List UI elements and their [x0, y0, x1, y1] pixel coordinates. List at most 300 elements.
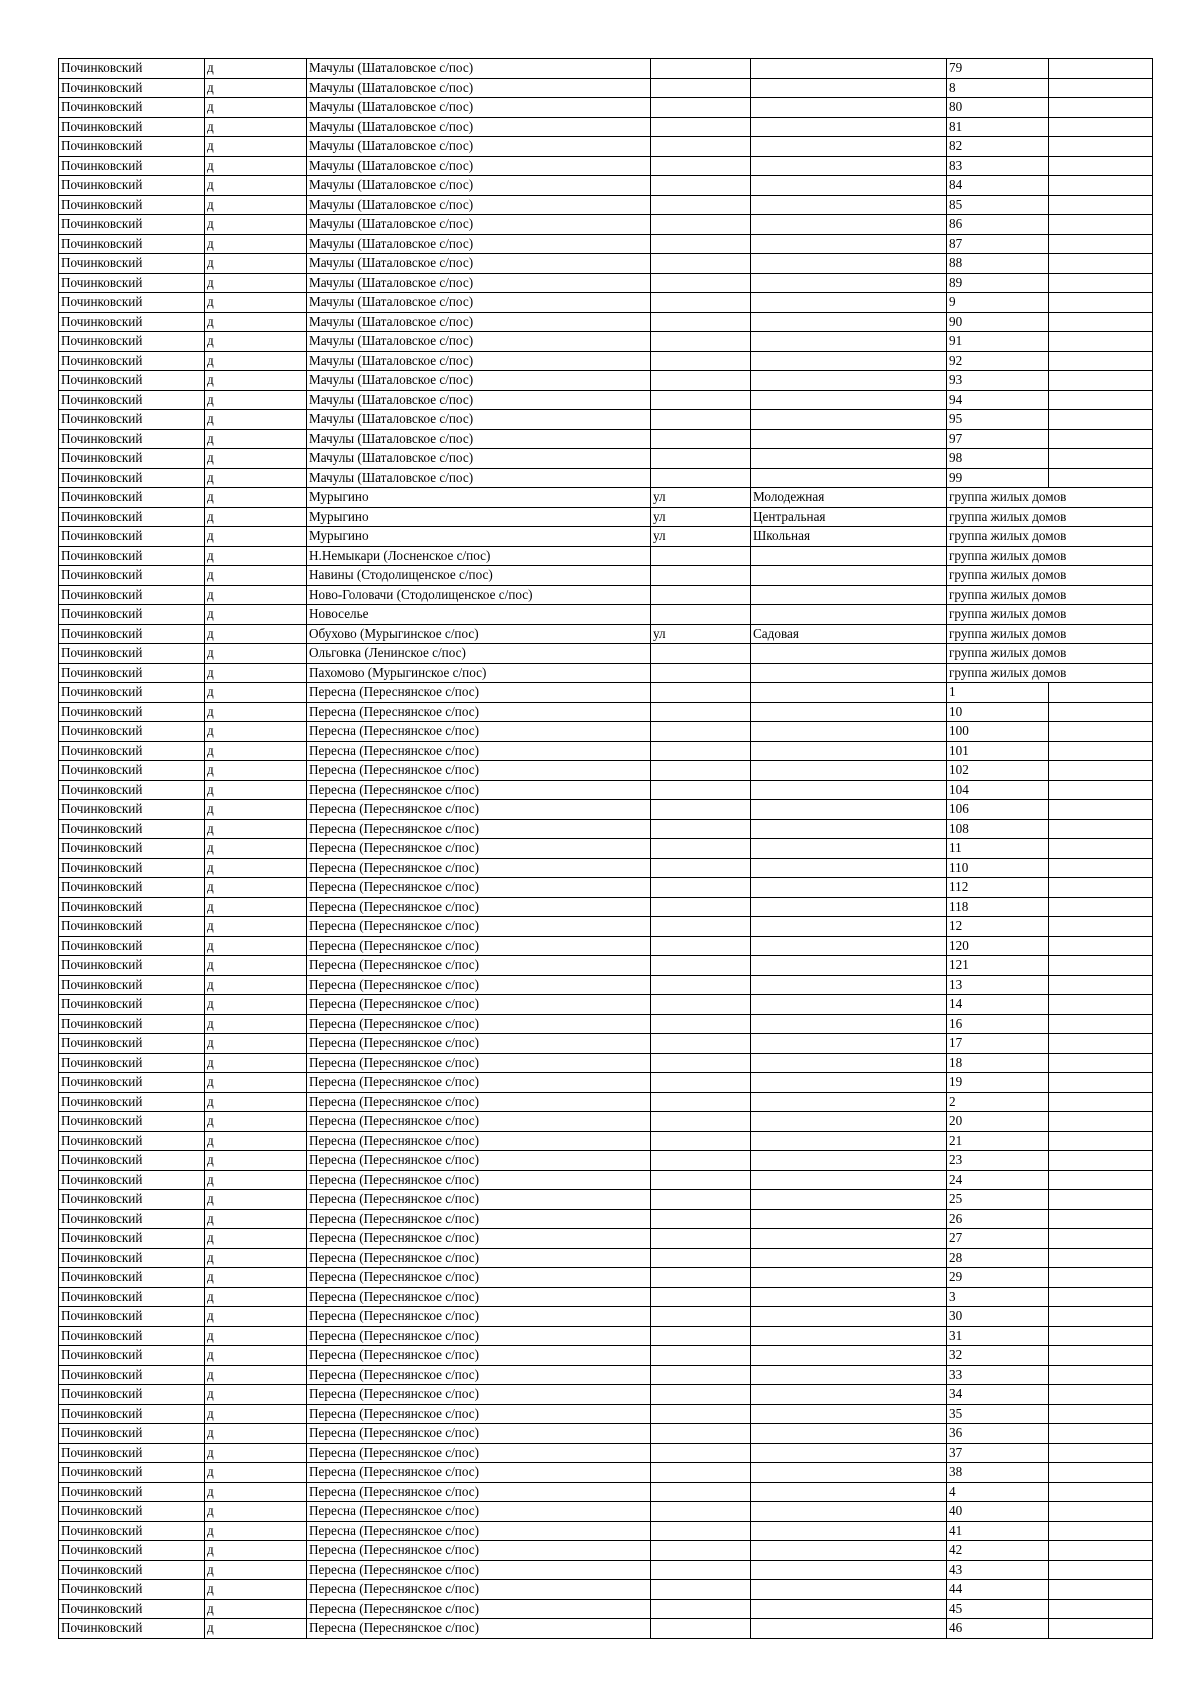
district-cell: Починковский [59, 1092, 205, 1112]
settlement-name-cell: Мурыгино [307, 488, 651, 508]
street-name-cell [751, 273, 947, 293]
settlement-type-cell: д [205, 1229, 307, 1249]
house-cell: 1 [947, 683, 1049, 703]
house-cell: 80 [947, 98, 1049, 118]
settlement-name-cell: Пересна (Переснянское с/пос) [307, 1482, 651, 1502]
settlement-type-cell: д [205, 488, 307, 508]
street-type-cell [651, 1014, 751, 1034]
house-cell: 87 [947, 234, 1049, 254]
extra-cell [1049, 1385, 1153, 1405]
settlement-name-cell: Мачулы (Шаталовское с/пос) [307, 176, 651, 196]
district-cell: Починковский [59, 936, 205, 956]
district-cell: Починковский [59, 488, 205, 508]
extra-cell [1049, 312, 1153, 332]
house-cell: 35 [947, 1404, 1049, 1424]
house-cell: группа жилых домов [947, 527, 1153, 547]
street-type-cell [651, 819, 751, 839]
house-cell: группа жилых домов [947, 624, 1153, 644]
table-row [59, 1502, 1153, 1522]
house-cell: группа жилых домов [947, 585, 1153, 605]
settlement-type-cell: д [205, 351, 307, 371]
settlement-name-cell: Пересна (Переснянское с/пос) [307, 1073, 651, 1093]
settlement-name-cell: Ново-Головачи (Стодолищенское с/пос) [307, 585, 651, 605]
settlement-name-cell: Пересна (Переснянское с/пос) [307, 1268, 651, 1288]
extra-cell [1049, 78, 1153, 98]
house-cell: группа жилых домов [947, 644, 1153, 664]
district-cell: Починковский [59, 1112, 205, 1132]
street-type-cell [651, 215, 751, 235]
house-cell: 14 [947, 995, 1049, 1015]
table-row [59, 1034, 1153, 1054]
street-name-cell [751, 1443, 947, 1463]
street-name-cell: Садовая [751, 624, 947, 644]
table-row [59, 1248, 1153, 1268]
house-cell: 46 [947, 1619, 1049, 1639]
street-type-cell [651, 1307, 751, 1327]
settlement-type-cell: д [205, 546, 307, 566]
table-row [59, 1131, 1153, 1151]
settlement-name-cell: Мурыгино [307, 527, 651, 547]
district-cell: Починковский [59, 995, 205, 1015]
district-cell: Починковский [59, 273, 205, 293]
house-cell: 3 [947, 1287, 1049, 1307]
street-name-cell [751, 683, 947, 703]
settlement-type-cell: д [205, 78, 307, 98]
street-name-cell [751, 722, 947, 742]
street-type-cell [651, 332, 751, 352]
district-cell: Починковский [59, 624, 205, 644]
settlement-name-cell: Пересна (Переснянское с/пос) [307, 702, 651, 722]
table-row [59, 624, 1153, 644]
street-type-cell [651, 351, 751, 371]
street-name-cell [751, 429, 947, 449]
street-name-cell [751, 663, 947, 683]
house-cell: 41 [947, 1521, 1049, 1541]
street-type-cell [651, 1092, 751, 1112]
street-name-cell [751, 1131, 947, 1151]
extra-cell [1049, 858, 1153, 878]
district-cell: Починковский [59, 215, 205, 235]
table-row [59, 1268, 1153, 1288]
house-cell: группа жилых домов [947, 488, 1153, 508]
table-row [59, 858, 1153, 878]
district-cell: Починковский [59, 975, 205, 995]
district-cell: Починковский [59, 1034, 205, 1054]
house-cell: 45 [947, 1599, 1049, 1619]
extra-cell [1049, 1112, 1153, 1132]
extra-cell [1049, 156, 1153, 176]
extra-cell [1049, 429, 1153, 449]
extra-cell [1049, 371, 1153, 391]
table-row [59, 1463, 1153, 1483]
settlement-type-cell: д [205, 1209, 307, 1229]
settlement-type-cell: д [205, 1502, 307, 1522]
settlement-type-cell: д [205, 644, 307, 664]
street-type-cell [651, 1502, 751, 1522]
house-cell: 27 [947, 1229, 1049, 1249]
table-row [59, 1443, 1153, 1463]
district-cell: Починковский [59, 1287, 205, 1307]
house-cell: 40 [947, 1502, 1049, 1522]
house-cell: 24 [947, 1170, 1049, 1190]
settlement-name-cell: Обухово (Мурыгинское с/пос) [307, 624, 651, 644]
house-cell: 29 [947, 1268, 1049, 1288]
table-row [59, 78, 1153, 98]
table-row [59, 1346, 1153, 1366]
street-name-cell: Центральная [751, 507, 947, 527]
house-cell: группа жилых домов [947, 566, 1153, 586]
district-cell: Починковский [59, 858, 205, 878]
street-type-cell [651, 234, 751, 254]
settlement-type-cell: д [205, 1424, 307, 1444]
extra-cell [1049, 683, 1153, 703]
table-row [59, 254, 1153, 274]
street-name-cell [751, 585, 947, 605]
table-row [59, 995, 1153, 1015]
street-type-cell [651, 1443, 751, 1463]
street-name-cell [751, 1287, 947, 1307]
table-row [59, 215, 1153, 235]
extra-cell [1049, 975, 1153, 995]
street-type-cell [651, 1209, 751, 1229]
house-cell: 21 [947, 1131, 1049, 1151]
district-cell: Починковский [59, 800, 205, 820]
street-type-cell [651, 663, 751, 683]
settlement-name-cell: Мачулы (Шаталовское с/пос) [307, 449, 651, 469]
district-cell: Починковский [59, 956, 205, 976]
settlement-type-cell: д [205, 761, 307, 781]
table-row [59, 1326, 1153, 1346]
settlement-type-cell: д [205, 176, 307, 196]
settlement-type-cell: д [205, 1346, 307, 1366]
street-type-cell [651, 1404, 751, 1424]
house-cell: 30 [947, 1307, 1049, 1327]
street-name-cell [751, 410, 947, 430]
district-cell: Починковский [59, 1599, 205, 1619]
settlement-type-cell: д [205, 722, 307, 742]
settlement-type-cell: д [205, 1560, 307, 1580]
table-row [59, 1229, 1153, 1249]
district-cell: Починковский [59, 371, 205, 391]
house-cell: 26 [947, 1209, 1049, 1229]
street-type-cell [651, 137, 751, 157]
street-type-cell [651, 176, 751, 196]
extra-cell [1049, 1443, 1153, 1463]
house-cell: 34 [947, 1385, 1049, 1405]
settlement-type-cell: д [205, 117, 307, 137]
settlement-name-cell: Пересна (Переснянское с/пос) [307, 800, 651, 820]
table-row [59, 1365, 1153, 1385]
table-row [59, 488, 1153, 508]
table-row [59, 1385, 1153, 1405]
house-cell: 4 [947, 1482, 1049, 1502]
settlement-name-cell: Пересна (Переснянское с/пос) [307, 975, 651, 995]
street-name-cell [751, 1424, 947, 1444]
house-cell: 110 [947, 858, 1049, 878]
table-row [59, 1190, 1153, 1210]
street-type-cell [651, 566, 751, 586]
district-cell: Починковский [59, 468, 205, 488]
extra-cell [1049, 1424, 1153, 1444]
street-type-cell [651, 644, 751, 664]
street-type-cell [651, 1073, 751, 1093]
settlement-name-cell: Пересна (Переснянское с/пос) [307, 1307, 651, 1327]
extra-cell [1049, 1599, 1153, 1619]
table-row [59, 585, 1153, 605]
house-cell: 83 [947, 156, 1049, 176]
street-name-cell: Молодежная [751, 488, 947, 508]
district-cell: Починковский [59, 429, 205, 449]
settlement-name-cell: Пересна (Переснянское с/пос) [307, 1424, 651, 1444]
settlement-type-cell: д [205, 156, 307, 176]
table-row [59, 761, 1153, 781]
table-row [59, 1541, 1153, 1561]
extra-cell [1049, 59, 1153, 79]
street-type-cell [651, 1034, 751, 1054]
table-row [59, 1092, 1153, 1112]
street-type-cell [651, 1346, 751, 1366]
house-cell: 44 [947, 1580, 1049, 1600]
settlement-type-cell: д [205, 1463, 307, 1483]
district-cell: Починковский [59, 1541, 205, 1561]
settlement-type-cell: д [205, 1268, 307, 1288]
settlement-name-cell: Н.Немыкари (Лосненское с/пос) [307, 546, 651, 566]
settlement-name-cell: Ольговка (Ленинское с/пос) [307, 644, 651, 664]
settlement-name-cell: Пересна (Переснянское с/пос) [307, 1502, 651, 1522]
settlement-type-cell: д [205, 819, 307, 839]
settlement-type-cell: д [205, 1014, 307, 1034]
settlement-type-cell: д [205, 98, 307, 118]
table-row [59, 59, 1153, 79]
district-cell: Починковский [59, 332, 205, 352]
street-name-cell [751, 936, 947, 956]
table-row [59, 234, 1153, 254]
street-type-cell [651, 1521, 751, 1541]
district-cell: Починковский [59, 644, 205, 664]
street-name-cell [751, 780, 947, 800]
table-row [59, 1307, 1153, 1327]
house-cell: 108 [947, 819, 1049, 839]
street-name-cell [751, 1599, 947, 1619]
table-row [59, 312, 1153, 332]
house-cell: 12 [947, 917, 1049, 937]
settlement-name-cell: Пересна (Переснянское с/пос) [307, 1209, 651, 1229]
district-cell: Починковский [59, 546, 205, 566]
house-cell: 17 [947, 1034, 1049, 1054]
settlement-type-cell: д [205, 800, 307, 820]
street-name-cell [751, 839, 947, 859]
settlement-name-cell: Мачулы (Шаталовское с/пос) [307, 390, 651, 410]
table-row [59, 1599, 1153, 1619]
settlement-type-cell: д [205, 1619, 307, 1639]
extra-cell [1049, 176, 1153, 196]
district-cell: Починковский [59, 1326, 205, 1346]
district-cell: Починковский [59, 1248, 205, 1268]
street-type-cell [651, 1248, 751, 1268]
settlement-name-cell: Пересна (Переснянское с/пос) [307, 858, 651, 878]
district-cell: Починковский [59, 1404, 205, 1424]
settlement-type-cell: д [205, 683, 307, 703]
settlement-type-cell: д [205, 1287, 307, 1307]
settlement-type-cell: д [205, 527, 307, 547]
settlement-name-cell: Пересна (Переснянское с/пос) [307, 1326, 651, 1346]
settlement-type-cell: д [205, 312, 307, 332]
district-cell: Починковский [59, 1619, 205, 1639]
table-row [59, 1053, 1153, 1073]
settlement-name-cell: Пересна (Переснянское с/пос) [307, 878, 651, 898]
address-table-body [59, 59, 1153, 1639]
extra-cell [1049, 956, 1153, 976]
street-type-cell [651, 917, 751, 937]
street-type-cell [651, 293, 751, 313]
street-type-cell [651, 1424, 751, 1444]
settlement-name-cell: Пересна (Переснянское с/пос) [307, 761, 651, 781]
settlement-type-cell: д [205, 1580, 307, 1600]
house-cell: 33 [947, 1365, 1049, 1385]
extra-cell [1049, 780, 1153, 800]
table-row [59, 741, 1153, 761]
settlement-name-cell: Мачулы (Шаталовское с/пос) [307, 332, 651, 352]
house-cell: 23 [947, 1151, 1049, 1171]
street-type-cell [651, 722, 751, 742]
street-name-cell [751, 1502, 947, 1522]
table-row [59, 1209, 1153, 1229]
street-name-cell [751, 234, 947, 254]
extra-cell [1049, 1541, 1153, 1561]
extra-cell [1049, 1073, 1153, 1093]
extra-cell [1049, 1619, 1153, 1639]
settlement-name-cell: Мачулы (Шаталовское с/пос) [307, 429, 651, 449]
district-cell: Починковский [59, 819, 205, 839]
district-cell: Починковский [59, 312, 205, 332]
house-cell: 86 [947, 215, 1049, 235]
street-type-cell [651, 585, 751, 605]
district-cell: Починковский [59, 917, 205, 937]
table-row [59, 800, 1153, 820]
house-cell: 92 [947, 351, 1049, 371]
table-row [59, 936, 1153, 956]
district-cell: Починковский [59, 254, 205, 274]
extra-cell [1049, 1404, 1153, 1424]
district-cell: Починковский [59, 176, 205, 196]
settlement-name-cell: Пересна (Переснянское с/пос) [307, 1541, 651, 1561]
house-cell: 8 [947, 78, 1049, 98]
settlement-name-cell: Пересна (Переснянское с/пос) [307, 1190, 651, 1210]
settlement-name-cell: Пересна (Переснянское с/пос) [307, 1463, 651, 1483]
extra-cell [1049, 1365, 1153, 1385]
street-name-cell [751, 917, 947, 937]
extra-cell [1049, 1482, 1153, 1502]
house-cell: группа жилых домов [947, 663, 1153, 683]
street-name-cell [751, 1482, 947, 1502]
district-cell: Починковский [59, 449, 205, 469]
street-name-cell: Школьная [751, 527, 947, 547]
street-type-cell [651, 468, 751, 488]
settlement-name-cell: Пересна (Переснянское с/пос) [307, 1112, 651, 1132]
table-row [59, 1151, 1153, 1171]
table-row [59, 644, 1153, 664]
settlement-name-cell: Пересна (Переснянское с/пос) [307, 1443, 651, 1463]
table-row [59, 527, 1153, 547]
district-cell: Починковский [59, 605, 205, 625]
settlement-type-cell: д [205, 858, 307, 878]
settlement-type-cell: д [205, 936, 307, 956]
street-name-cell [751, 1112, 947, 1132]
settlement-name-cell: Пересна (Переснянское с/пос) [307, 741, 651, 761]
table-row [59, 1404, 1153, 1424]
district-cell: Починковский [59, 137, 205, 157]
settlement-name-cell: Пересна (Переснянское с/пос) [307, 1560, 651, 1580]
settlement-name-cell: Мачулы (Шаталовское с/пос) [307, 410, 651, 430]
street-name-cell [751, 176, 947, 196]
table-row [59, 897, 1153, 917]
settlement-name-cell: Пересна (Переснянское с/пос) [307, 1365, 651, 1385]
house-cell: 101 [947, 741, 1049, 761]
house-cell: 79 [947, 59, 1049, 79]
street-name-cell [751, 137, 947, 157]
settlement-type-cell: д [205, 1326, 307, 1346]
street-type-cell [651, 1365, 751, 1385]
extra-cell [1049, 1229, 1153, 1249]
street-type-cell [651, 1580, 751, 1600]
extra-cell [1049, 1580, 1153, 1600]
settlement-type-cell: д [205, 1482, 307, 1502]
settlement-name-cell: Пересна (Переснянское с/пос) [307, 1170, 651, 1190]
table-row [59, 780, 1153, 800]
extra-cell [1049, 1092, 1153, 1112]
settlement-type-cell: д [205, 624, 307, 644]
extra-cell [1049, 449, 1153, 469]
table-row [59, 702, 1153, 722]
extra-cell [1049, 819, 1153, 839]
street-type-cell [651, 59, 751, 79]
street-name-cell [751, 546, 947, 566]
district-cell: Починковский [59, 1443, 205, 1463]
street-name-cell [751, 390, 947, 410]
table-row [59, 1521, 1153, 1541]
settlement-name-cell: Пересна (Переснянское с/пос) [307, 1385, 651, 1405]
house-cell: группа жилых домов [947, 605, 1153, 625]
house-cell: 2 [947, 1092, 1049, 1112]
settlement-name-cell: Мурыгино [307, 507, 651, 527]
house-cell: 38 [947, 1463, 1049, 1483]
table-row [59, 722, 1153, 742]
street-name-cell [751, 702, 947, 722]
table-row [59, 878, 1153, 898]
street-type-cell [651, 1326, 751, 1346]
table-row [59, 1073, 1153, 1093]
street-name-cell [751, 1346, 947, 1366]
district-cell: Починковский [59, 117, 205, 137]
district-cell: Починковский [59, 1151, 205, 1171]
settlement-name-cell: Пересна (Переснянское с/пос) [307, 722, 651, 742]
street-type-cell [651, 858, 751, 878]
settlement-name-cell: Новоселье [307, 605, 651, 625]
extra-cell [1049, 234, 1153, 254]
street-name-cell [751, 956, 947, 976]
extra-cell [1049, 117, 1153, 137]
table-row [59, 1560, 1153, 1580]
street-name-cell [751, 995, 947, 1015]
district-cell: Починковский [59, 1346, 205, 1366]
street-name-cell [751, 117, 947, 137]
table-row [59, 371, 1153, 391]
street-type-cell [651, 800, 751, 820]
house-cell: 9 [947, 293, 1049, 313]
street-type-cell [651, 936, 751, 956]
settlement-name-cell: Пересна (Переснянское с/пос) [307, 897, 651, 917]
settlement-type-cell: д [205, 293, 307, 313]
